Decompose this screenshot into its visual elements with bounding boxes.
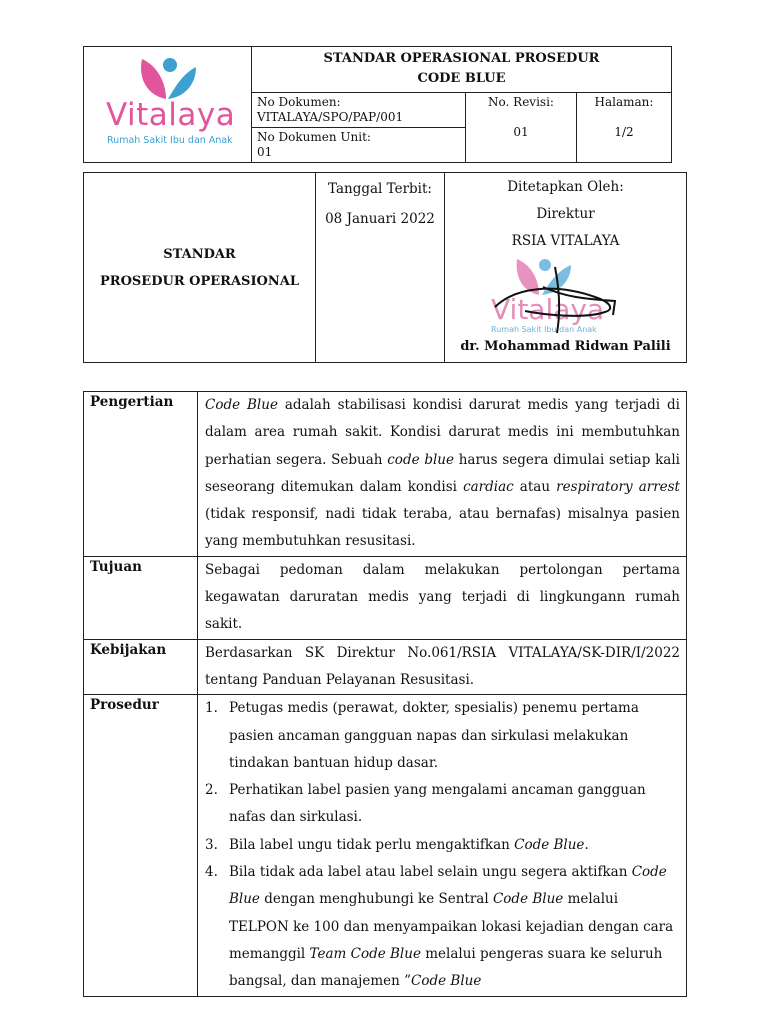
signatory-name: dr. Mohammad Ridwan Palili: [460, 339, 671, 354]
step-number: 3.: [205, 836, 218, 853]
list-item: [205, 695, 680, 777]
section-text: Berdasarkan SK Direktur No.061/RSIA VITALAYA/SK-DIR/I/2022 tentang Panduan Pelayanan Resusitasi.: [198, 639, 687, 695]
stamp-name: Vitalaya: [491, 293, 605, 326]
list-item: [205, 832, 680, 859]
em-text: Code Blue: [229, 864, 667, 908]
em-text: Code Blue: [411, 973, 482, 990]
step-text: melalui TELPON ke 100 dan menyampaikan lokasi kejadian dengan cara memanggil: [229, 891, 674, 962]
section-label: Pengertian: [84, 392, 198, 557]
sop-title-cell: [84, 173, 316, 363]
step-text: melalui pengeras suara ke seluruh bangsal, dan manajemen ”: [229, 945, 663, 990]
section-label: Kebijakan: [84, 639, 198, 695]
title-line-2: CODE BLUE: [417, 71, 506, 86]
section-text: [198, 392, 687, 557]
step-number: 2.: [205, 782, 218, 799]
unit-doc-cell: [252, 128, 466, 163]
issue-date-label: Tanggal Terbit:: [328, 181, 432, 197]
em-text: code blue: [387, 451, 454, 468]
page-cell: [577, 93, 672, 163]
step-text: Petugas medis (perawat, dokter, spesialis) penemu pertama pasien ancaman gangguan napas dan sirkulasi melakukan tindakan bantuan hidup dasar.: [229, 700, 639, 771]
sop-content-table: [83, 391, 687, 997]
logo-tagline: Rumah Sakit Ibu dan Anak: [107, 135, 233, 146]
section-row-kebijakan: [84, 639, 687, 695]
unit-doc-label: No Dokumen Unit:: [257, 130, 371, 144]
revision-value: 01: [513, 125, 529, 139]
document-header-table: [83, 46, 672, 163]
section-row-prosedur: [84, 695, 687, 996]
section-row-tujuan: [84, 556, 687, 639]
doc-number-cell: [252, 93, 466, 128]
section-text: Sebagai pedoman dalam melakukan pertolongan pertama kegawatan daruratan medis yang terjadi di lingkungann rumah sakit.: [198, 556, 687, 639]
page-label: Halaman:: [594, 95, 654, 109]
section-label: Prosedur: [84, 695, 198, 996]
title-line-1: STANDAR OPERASIONAL PROSEDUR: [323, 51, 600, 66]
sop-title-line-2: PROSEDUR OPERASIONAL: [100, 273, 299, 289]
stamp-tagline: Rumah Sakit Ibu dan Anak: [491, 325, 597, 334]
doc-number-value: VITALAYA/SPO/PAP/001: [257, 110, 404, 124]
hospital-stamp: [485, 257, 635, 337]
em-text: cardiac: [463, 478, 514, 495]
sop-title-line-1: STANDAR: [163, 246, 236, 262]
approved-by-label: Ditetapkan Oleh:: [507, 179, 624, 195]
hospital-logo: [84, 47, 251, 162]
step-text: Perhatikan label pasien yang mengalami ancaman gangguan nafas dan sirkulasi.: [229, 782, 646, 826]
em-text: Code Blue: [492, 891, 564, 908]
step-number: 1.: [205, 700, 218, 717]
procedure-steps: [198, 695, 687, 996]
logo-leaves-icon: [136, 55, 200, 101]
issue-date-cell: [316, 173, 445, 363]
em-text: Code Blue: [205, 397, 278, 413]
revision-label: No. Revisi:: [488, 95, 554, 109]
text-span: atau: [513, 478, 557, 495]
text-span: adalah stabilisasi kondisi darurat medis yang terjadi di dalam area rumah sakit. Kondisi darurat medis ini membutuhkan perhatian segera. Sebuah: [205, 397, 680, 468]
logo-name: Vitalaya: [106, 97, 236, 133]
page-value: 1/2: [614, 125, 634, 139]
approved-by-cell: [445, 173, 687, 363]
list-item: [205, 859, 680, 995]
section-row-pengertian: [84, 392, 687, 557]
unit-doc-value: 01: [257, 145, 273, 159]
document-title: [252, 47, 672, 93]
step-text: .: [584, 836, 589, 853]
approval-table: [83, 172, 687, 363]
section-label: Tujuan: [84, 556, 198, 639]
text-span: (tidak responsif, nadi tidak teraba, atau bernafas) misalnya pasien yang membutuhkan resusitasi.: [205, 506, 680, 550]
em-text: respiratory arrest: [556, 478, 680, 495]
text-span: harus segera dimulai setiap kali seseorang ditemukan dalam kondisi: [205, 451, 680, 495]
step-text: Bila tidak ada label atau label selain ungu segera aktifkan: [229, 864, 632, 881]
step-text: Bila label ungu tidak perlu mengaktifkan: [229, 836, 515, 853]
step-number: 4.: [205, 864, 218, 881]
doc-number-label: No Dokumen:: [257, 95, 341, 109]
em-text: Code Blue: [514, 836, 585, 853]
revision-cell: [466, 93, 577, 163]
list-item: [205, 777, 680, 832]
step-text: dengan menghubungi ke Sentral: [259, 891, 493, 908]
approved-by-org: RSIA VITALAYA: [511, 233, 620, 249]
issue-date-value: 08 Januari 2022: [325, 211, 435, 227]
signature-scribble: [485, 257, 635, 337]
approved-by-role: Direktur: [536, 206, 595, 222]
em-text: Team Code Blue: [309, 945, 421, 962]
logo-cell: [84, 47, 252, 163]
